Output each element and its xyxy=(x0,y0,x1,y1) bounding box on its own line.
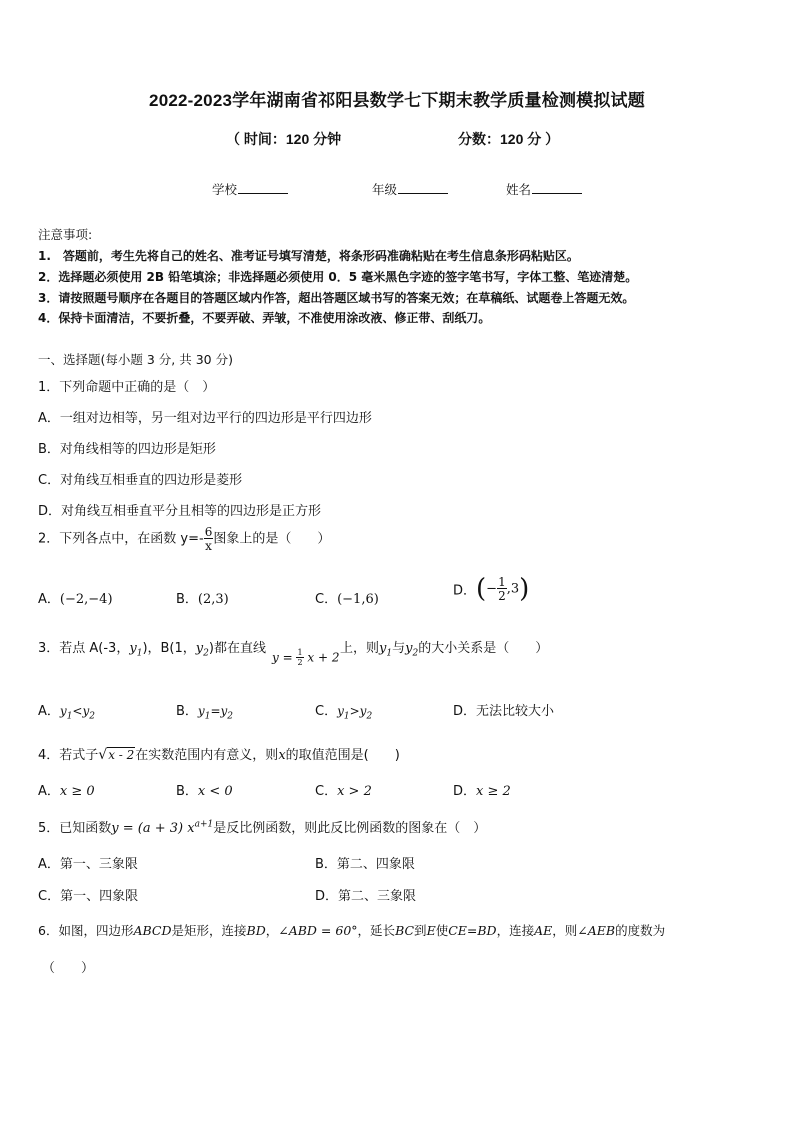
notice-item: 3．请按照题号顺序在各题目的答题区域内作答，超出答题区域书写的答案无效；在草稿纸、试题卷上答题无效。 xyxy=(38,291,635,305)
left-paren: ( xyxy=(476,574,487,604)
equation-rhs: x + 2 xyxy=(307,650,340,665)
grade-field xyxy=(372,180,448,198)
fraction xyxy=(497,576,507,602)
question-2-option-a[interactable] xyxy=(38,588,113,607)
question-2-stem-pre: 2．下列各点中，在函数 y=- xyxy=(38,531,204,547)
question-4-option-b[interactable] xyxy=(176,780,233,799)
option-label: B． xyxy=(176,704,198,719)
option-value: x ≥ 2 xyxy=(476,784,511,799)
var-y: y xyxy=(359,704,367,718)
question-4-stem xyxy=(38,744,400,763)
question-6-part: 使 xyxy=(435,923,449,938)
operator: < xyxy=(72,704,83,718)
subscript: 1 xyxy=(204,711,211,722)
question-3-option-a[interactable] xyxy=(38,700,95,721)
school-blank[interactable] xyxy=(238,181,288,194)
question-2-stem-post: 图象上的是（ ） xyxy=(213,531,331,547)
notice-item: 4．保持卡面清洁，不要折叠，不要弄破、弄皱，不准使用涂改液、修正带、刮纸刀。 xyxy=(38,311,491,325)
question-1-option-b[interactable]: B．对角线相等的四边形是矩形 xyxy=(38,442,216,457)
question-3-stem-tail xyxy=(340,637,548,659)
exponent: a+1 xyxy=(194,819,214,830)
question-6-part: 的度数为 xyxy=(615,923,666,938)
question-6-part: 是矩形，连接 xyxy=(171,923,247,938)
question-5-part: 5．已知函数 xyxy=(38,821,112,836)
subscript: 1 xyxy=(343,711,350,722)
question-4-option-d[interactable] xyxy=(453,780,511,799)
time-label: （ 时间：120 分钟 xyxy=(226,131,342,147)
math-angle: ∠AEB xyxy=(577,923,616,938)
math-var: CE=BD xyxy=(448,923,497,938)
y1 xyxy=(129,641,143,659)
function-expression xyxy=(111,821,213,836)
question-2-option-d[interactable] xyxy=(453,576,529,602)
question-1-option-a[interactable]: A．一组对边相等，另一组对边平行的四边形是平行四边形 xyxy=(38,411,372,426)
math-var: BC xyxy=(395,923,415,938)
question-3-part: 3．若点 A(-3， xyxy=(38,641,130,656)
question-3-option-c[interactable] xyxy=(315,700,372,721)
question-6-part: 到 xyxy=(414,923,427,938)
subscript: 1 xyxy=(136,648,143,659)
right-paren: ) xyxy=(519,574,530,604)
var-y: y xyxy=(129,641,137,656)
question-1-stem: 1．下列命题中正确的是（ ） xyxy=(38,380,216,395)
subscript: 1 xyxy=(386,648,393,659)
var-y: y xyxy=(220,704,228,718)
operator: > xyxy=(349,704,360,718)
name-field xyxy=(506,180,582,198)
school-field xyxy=(212,180,288,198)
option-label: C． xyxy=(315,784,338,799)
question-4-part: 的取值范围是( ) xyxy=(285,748,400,763)
sqrt-expression xyxy=(98,747,135,763)
question-3-part: 与 xyxy=(392,641,406,656)
option-value: (2,3) xyxy=(197,592,229,607)
option-label: D． xyxy=(453,784,477,799)
option-label: D． xyxy=(453,583,477,599)
question-3-option-b[interactable] xyxy=(176,700,233,721)
math-var: AE xyxy=(534,923,553,938)
fraction-numerator: 6 xyxy=(204,525,213,539)
question-4-part: 4．若式子 xyxy=(38,748,99,763)
question-4-option-c[interactable] xyxy=(315,780,372,799)
fraction-denominator: 2 xyxy=(498,589,506,603)
option-value: x < 0 xyxy=(197,784,233,799)
question-1-option-c[interactable]: C．对角线互相垂直的四边形是菱形 xyxy=(38,473,243,488)
question-5-option-c[interactable]: C．第一、四象限 xyxy=(38,889,139,904)
option-label: C． xyxy=(315,704,338,719)
question-6-part: ，连接 xyxy=(496,923,535,938)
math-var: BD xyxy=(246,923,266,938)
line-equation xyxy=(272,649,340,667)
y2 xyxy=(195,641,209,659)
question-4-option-a[interactable] xyxy=(38,780,95,799)
sqrt-body: x - 2 xyxy=(108,748,135,762)
subscript: 2 xyxy=(227,711,234,722)
fraction-numerator: 1 xyxy=(498,575,506,589)
section-heading: 一、选择题(每小题 3 分, 共 30 分) xyxy=(38,352,233,367)
expression-base: y = (a + 3) x xyxy=(111,821,195,836)
var-x: x xyxy=(278,748,286,763)
question-3-part: )都在直线 xyxy=(208,641,266,656)
notice-heading: 注意事项: xyxy=(38,227,93,242)
question-1-option-d[interactable]: D．对角线互相垂直平分且相等的四边形是正方形 xyxy=(38,504,322,519)
math-var: E xyxy=(426,923,436,938)
question-6-part: ， xyxy=(265,923,279,938)
question-2-stem xyxy=(38,526,330,552)
question-3-part: 的大小关系是（ ） xyxy=(418,641,549,656)
fraction-numerator: 1 xyxy=(297,648,303,657)
question-6-answer-blank[interactable]: （ ） xyxy=(42,961,95,976)
math-angle: ∠ABD = 60° xyxy=(278,923,358,938)
var-y: y xyxy=(82,704,90,718)
fraction-denominator: 2 xyxy=(297,658,303,667)
var-y: y xyxy=(405,641,413,656)
question-3-part: )，B(1， xyxy=(142,641,196,656)
subscript: 2 xyxy=(89,711,95,722)
name-label: 姓名 xyxy=(506,182,532,197)
name-blank[interactable] xyxy=(532,181,582,194)
equation-lhs: y = xyxy=(272,650,293,665)
var-y: y xyxy=(337,704,344,718)
grade-blank[interactable] xyxy=(398,181,448,194)
question-5-option-d[interactable]: D．第二、三象限 xyxy=(315,889,417,904)
option-label: A． xyxy=(38,592,60,607)
var-y: y xyxy=(379,641,387,656)
exam-title: 2022-2023学年湖南省祁阳县数学七下期末教学质量检测模拟试题 xyxy=(149,91,645,110)
subscript: 2 xyxy=(366,711,373,722)
option-value: x > 2 xyxy=(337,784,372,799)
option-label: C． xyxy=(315,592,338,607)
minus-sign: − xyxy=(486,581,498,597)
math-var: ABCD xyxy=(133,923,172,938)
fraction xyxy=(296,649,303,667)
question-5-option-b[interactable]: B．第二、四象限 xyxy=(315,857,415,872)
grade-label: 年级 xyxy=(372,182,398,197)
school-label: 学校 xyxy=(212,182,238,197)
question-5-part: 是反比例函数，则此反比例函数的图象在（ ） xyxy=(213,821,487,836)
question-6-part: 6．如图，四边形 xyxy=(38,923,134,938)
notice-item: 1. 答题前，考生先将自己的姓名、准考证号填写清楚，将条形码准确粘贴在考生信息条形码粘贴区。 xyxy=(38,249,579,263)
question-6-part: ，则 xyxy=(552,923,578,938)
sqrt-icon: √ xyxy=(98,747,108,763)
var-y: y xyxy=(59,704,67,718)
question-3-stem xyxy=(38,637,266,659)
question-3-part: 上，则 xyxy=(340,641,380,656)
fraction xyxy=(204,526,214,552)
var-y: y xyxy=(195,641,204,656)
y2 xyxy=(405,641,419,659)
notice-item: 2．选择题必须使用 2B 铅笔填涂；非选择题必须使用 0．5 毫米黑色字迹的签字笔书写，字体工整、笔迹清楚。 xyxy=(38,270,638,284)
option-label: A． xyxy=(38,704,60,719)
option-value: (−2,−4) xyxy=(59,592,113,607)
subscript: 2 xyxy=(412,648,419,659)
option-value: ,3 xyxy=(506,581,520,597)
question-4-part: 在实数范围内有意义，则 xyxy=(135,748,279,763)
option-label: A． xyxy=(38,784,60,799)
score-label: 分数：120 分 ） xyxy=(458,131,560,147)
subscript: 1 xyxy=(66,711,73,722)
question-6-part: ，延长 xyxy=(357,923,396,938)
subscript: 2 xyxy=(203,648,209,659)
question-3-option-d[interactable]: D．无法比较大小 xyxy=(453,704,555,719)
option-value: (−1,6) xyxy=(337,592,379,607)
option-label: B． xyxy=(176,592,198,607)
option-label: B． xyxy=(176,784,198,799)
var-y: y xyxy=(197,704,205,718)
operator: = xyxy=(210,704,221,718)
question-2-option-c[interactable] xyxy=(315,588,379,607)
question-6-stem xyxy=(38,921,665,939)
fraction-denominator: x xyxy=(205,539,212,553)
question-5-option-a[interactable]: A．第一、三象限 xyxy=(38,857,138,872)
question-5-stem xyxy=(38,817,486,836)
y1 xyxy=(379,641,393,659)
question-2-option-b[interactable] xyxy=(176,588,229,607)
option-value: x ≥ 0 xyxy=(59,784,95,799)
